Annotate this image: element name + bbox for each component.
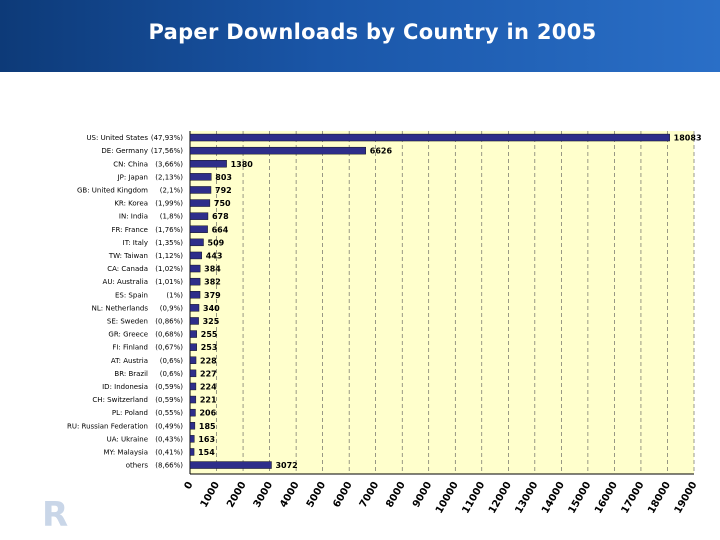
- bar: [190, 462, 271, 469]
- percent-label: (3,66%): [155, 160, 183, 169]
- category-label: BR: Brazil: [114, 369, 148, 378]
- bar: [190, 331, 197, 338]
- percent-label: (1,35%): [155, 238, 183, 247]
- x-tick-label: 6000: [331, 480, 355, 510]
- bar-value-label: 325: [202, 316, 220, 326]
- bar: [190, 186, 211, 193]
- bar-value-label: 509: [207, 238, 225, 248]
- x-axis-ticks: [183, 480, 700, 516]
- percent-label: (0,59%): [155, 396, 183, 405]
- bar-value-label: 206: [199, 408, 217, 418]
- bar-value-label: 253: [200, 343, 218, 353]
- bar-value-label: 382: [204, 277, 221, 287]
- x-tick-label: 19000: [672, 480, 700, 516]
- x-tick-label: 3000: [251, 480, 276, 510]
- x-tick-label: 13000: [513, 480, 541, 516]
- bar: [190, 396, 196, 403]
- x-tick-label: 11000: [460, 479, 488, 516]
- category-label: FR: France: [111, 225, 148, 234]
- bar-value-label: 379: [204, 290, 221, 300]
- bar: [190, 344, 197, 351]
- bar-value-label: 154: [198, 447, 215, 457]
- x-tick-label: 2000: [225, 480, 249, 510]
- category-label: ID: Indonesia: [102, 382, 148, 391]
- percent-label: (1,8%): [159, 212, 183, 221]
- bar-value-label: 221: [199, 395, 217, 405]
- bar: [190, 304, 199, 311]
- percent-label: (1,76%): [155, 225, 183, 234]
- percent-label: (1,01%): [155, 278, 183, 287]
- x-tick-label: 10000: [433, 480, 461, 516]
- category-labels: [67, 134, 183, 470]
- bar-value-label: 163: [198, 434, 216, 444]
- percent-label: (17,56%): [150, 147, 183, 156]
- category-label: NL: Netherlands: [91, 304, 148, 313]
- category-label: CN: China: [113, 160, 148, 169]
- bar-value-label: 384: [204, 264, 221, 274]
- percent-label: (0,41%): [155, 448, 183, 457]
- x-tick-label: 17000: [619, 480, 647, 516]
- bar: [190, 147, 366, 154]
- category-label: GB: United Kingdom: [77, 186, 148, 195]
- bar-value-label: 18083: [673, 133, 702, 143]
- percent-label: (8,66%): [155, 461, 183, 470]
- bar: [190, 291, 200, 298]
- percent-label: (0,9%): [159, 304, 183, 313]
- category-label: KR: Korea: [114, 199, 148, 208]
- plot-area: [190, 131, 694, 474]
- percent-label: (0,59%): [155, 382, 183, 391]
- x-tick-label: 9000: [410, 480, 435, 510]
- category-label: AU: Australia: [102, 278, 148, 287]
- bar-value-label: 185: [198, 421, 216, 431]
- bar: [190, 370, 196, 377]
- percent-label: (1,02%): [155, 265, 183, 274]
- bar-value-label: 678: [211, 212, 229, 222]
- x-tick-label: 5000: [304, 480, 329, 510]
- category-label: PL: Poland: [111, 409, 148, 418]
- bar: [190, 317, 199, 324]
- x-tick-label: 7000: [357, 480, 382, 510]
- bar-value-label: 255: [200, 330, 218, 340]
- category-label: DE: Germany: [101, 147, 148, 156]
- x-tick-label: 0: [182, 480, 196, 492]
- category-label: CH: Switzerland: [92, 396, 148, 405]
- percent-label: (47,93%): [150, 134, 183, 143]
- x-tick-label: 1000: [198, 480, 223, 510]
- bar: [190, 448, 194, 455]
- category-label: ES: Spain: [114, 291, 148, 300]
- bar-value-label: 443: [205, 251, 223, 261]
- bar: [190, 383, 196, 390]
- company-logo: R: [42, 495, 69, 535]
- bar-value-label: 224: [199, 382, 217, 392]
- percent-label: (0,68%): [155, 330, 183, 339]
- bar: [190, 435, 194, 442]
- bar-value-label: 750: [213, 199, 231, 209]
- bar-value-label: 792: [215, 185, 232, 195]
- bar: [190, 409, 195, 416]
- bar-value-label: 6626: [369, 146, 393, 156]
- bar-value-label: 3072: [275, 461, 298, 471]
- bar: [190, 213, 208, 220]
- slide-title: Paper Downloads by Country in 2005: [148, 20, 597, 44]
- bar-value-label: 1380: [230, 159, 253, 169]
- bar-value-label: 803: [215, 172, 233, 182]
- bar: [190, 226, 208, 233]
- percent-label: (1,12%): [155, 251, 183, 260]
- category-label: US: United States: [86, 134, 148, 143]
- category-label: JP: Japan: [117, 173, 148, 182]
- category-label: FI: Finland: [112, 343, 148, 352]
- percent-label: (0,86%): [155, 317, 183, 326]
- percent-label: (0,6%): [159, 356, 183, 365]
- bar-value-label: 664: [211, 225, 229, 235]
- category-label: IN: India: [118, 212, 148, 221]
- bar: [190, 357, 196, 364]
- bar: [190, 134, 670, 141]
- x-tick-label: 18000: [646, 480, 674, 516]
- percent-label: (0,67%): [155, 343, 183, 352]
- bar: [190, 252, 202, 259]
- bar-value-label: 340: [203, 303, 220, 313]
- category-label: TW: Taiwan: [108, 251, 148, 260]
- bar-value-label: 228: [200, 356, 217, 366]
- x-tick-label: 4000: [278, 480, 302, 510]
- x-tick-label: 8000: [384, 480, 408, 510]
- bar: [190, 160, 227, 167]
- bar: [190, 200, 210, 207]
- x-tick-label: 16000: [593, 480, 621, 516]
- category-label: UA: Ukraine: [106, 435, 148, 444]
- category-label: MY: Malaysia: [103, 448, 148, 457]
- percent-label: (2,13%): [155, 173, 183, 182]
- category-label: GR: Greece: [108, 330, 148, 339]
- x-tick-label: 15000: [566, 480, 594, 516]
- category-label: CA: Canada: [107, 265, 148, 274]
- bar: [190, 239, 204, 246]
- bar: [190, 278, 200, 285]
- category-label: IT: Italy: [122, 238, 148, 247]
- bar: [190, 173, 211, 180]
- category-label: RU: Russian Federation: [66, 422, 148, 431]
- category-label: AT: Austria: [110, 356, 148, 365]
- bar: [190, 265, 200, 272]
- percent-label: (0,6%): [159, 369, 183, 378]
- percent-label: (1,99%): [155, 199, 183, 208]
- percent-label: (0,43%): [155, 435, 183, 444]
- category-label: others: [125, 461, 148, 470]
- bar-value-label: 227: [200, 369, 217, 379]
- x-tick-label: 12000: [486, 480, 514, 516]
- bar: [190, 422, 195, 429]
- percent-label: (1%): [166, 291, 183, 300]
- percent-label: (0,49%): [155, 422, 183, 431]
- category-label: SE: Sweden: [106, 317, 148, 326]
- x-tick-label: 14000: [540, 480, 567, 516]
- percent-label: (2,1%): [159, 186, 183, 195]
- percent-label: (0,55%): [155, 409, 183, 418]
